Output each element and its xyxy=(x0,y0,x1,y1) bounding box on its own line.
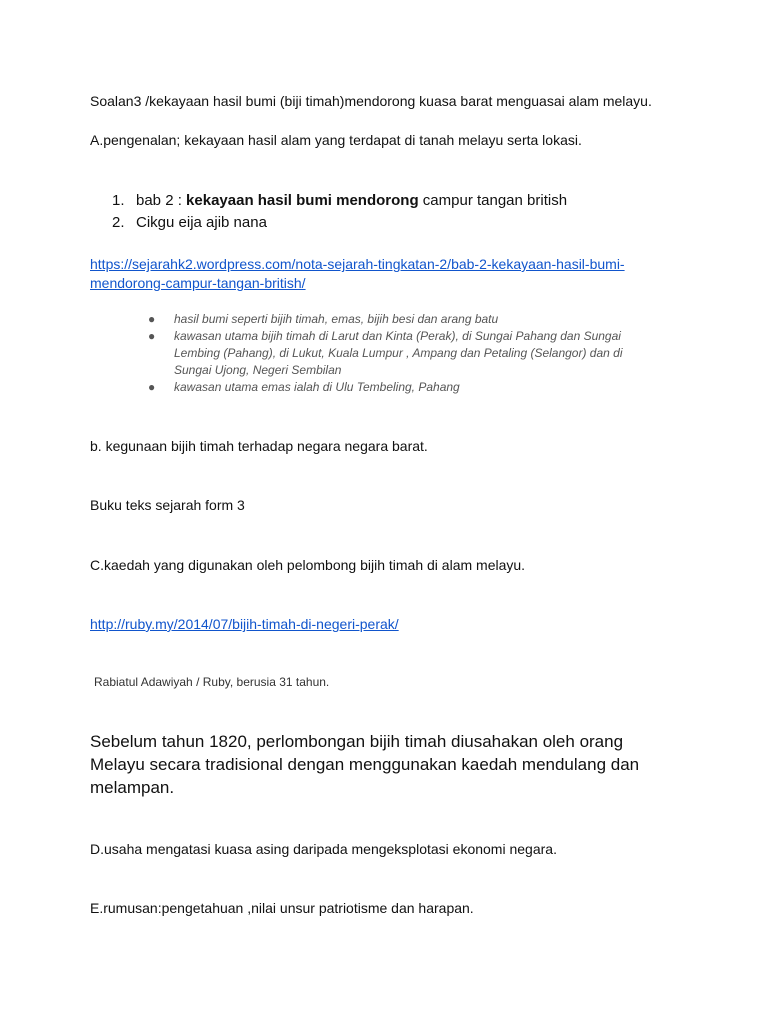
bullet-text: kawasan utama emas ialah di Ulu Tembeling, Pahang xyxy=(174,380,460,394)
list-item xyxy=(112,212,567,234)
bullet-text: hasil bumi seperti bijih timah, emas, bijih besi dan arang batu xyxy=(174,312,499,326)
history-paragraph: Sebelum tahun 1820, perlombongan bijih timah diusahakan oleh orang Melayu secara tradisional dengan menggunakan kaedah mendulang dan melampan. xyxy=(90,732,640,797)
section-d-heading: D.usaha mengatasi kuasa asing daripada mengeksplotasi ekonomi negara. xyxy=(90,841,557,857)
author-line: Rabiatul Adawiyah / Ruby, berusia 31 tahun. xyxy=(94,675,330,689)
list-item-bold-text: kekayaan hasil bumi mendorong xyxy=(186,192,419,209)
bullet-icon: ● xyxy=(148,380,156,394)
list-number: 1. xyxy=(112,192,125,209)
bullet-item xyxy=(148,379,648,396)
bullet-item xyxy=(148,311,648,328)
bullet-icon: ● xyxy=(148,312,156,326)
ruby-link[interactable]: http://ruby.my/2014/07/bijih-timah-di-negeri-perak/ xyxy=(90,616,399,632)
textbook-reference: Buku teks sejarah form 3 xyxy=(90,497,245,513)
section-a-heading: A.pengenalan; kekayaan hasil alam yang terdapat di tanah melayu serta lokasi. xyxy=(90,132,582,148)
section-b-heading: b. kegunaan bijih timah terhadap negara negara barat. xyxy=(90,438,428,454)
bullet-text: kawasan utama bijih timah di Larut dan Kinta (Perak), di Sungai Pahang dan Sungai Lembing (Pahang), di Lukut, Kuala Lumpur , Ampang dan Petaling (Selangor) dan di Sungai Ujong, Negeri Sembilan xyxy=(174,329,623,377)
section-c-heading: C.kaedah yang digunakan oleh pelombong bijih timah di alam melayu. xyxy=(90,557,526,573)
bullet-icon: ● xyxy=(148,329,156,343)
bullet-item xyxy=(148,328,648,379)
numbered-list xyxy=(112,190,567,234)
list-number: 2. xyxy=(112,214,125,231)
list-item-text: Cikgu eija ajib nana xyxy=(136,214,267,231)
question-title: Soalan3 /kekayaan hasil bumi (biji timah)mendorong kuasa barat menguasai alam melayu. xyxy=(90,93,652,109)
list-item-prefix: bab 2 : xyxy=(136,192,187,209)
bullet-list xyxy=(148,311,648,396)
list-item-suffix: campur tangan british xyxy=(418,192,568,209)
list-item xyxy=(112,190,567,212)
sejarah-link[interactable]: https://sejarahk2.wordpress.com/nota-sejarah-tingkatan-2/bab-2-kekayaan-hasil-bumi-mendorong-campur-tangan-british/ xyxy=(90,256,625,291)
section-e-heading: E.rumusan:pengetahuan ,nilai unsur patriotisme dan harapan. xyxy=(90,900,474,916)
